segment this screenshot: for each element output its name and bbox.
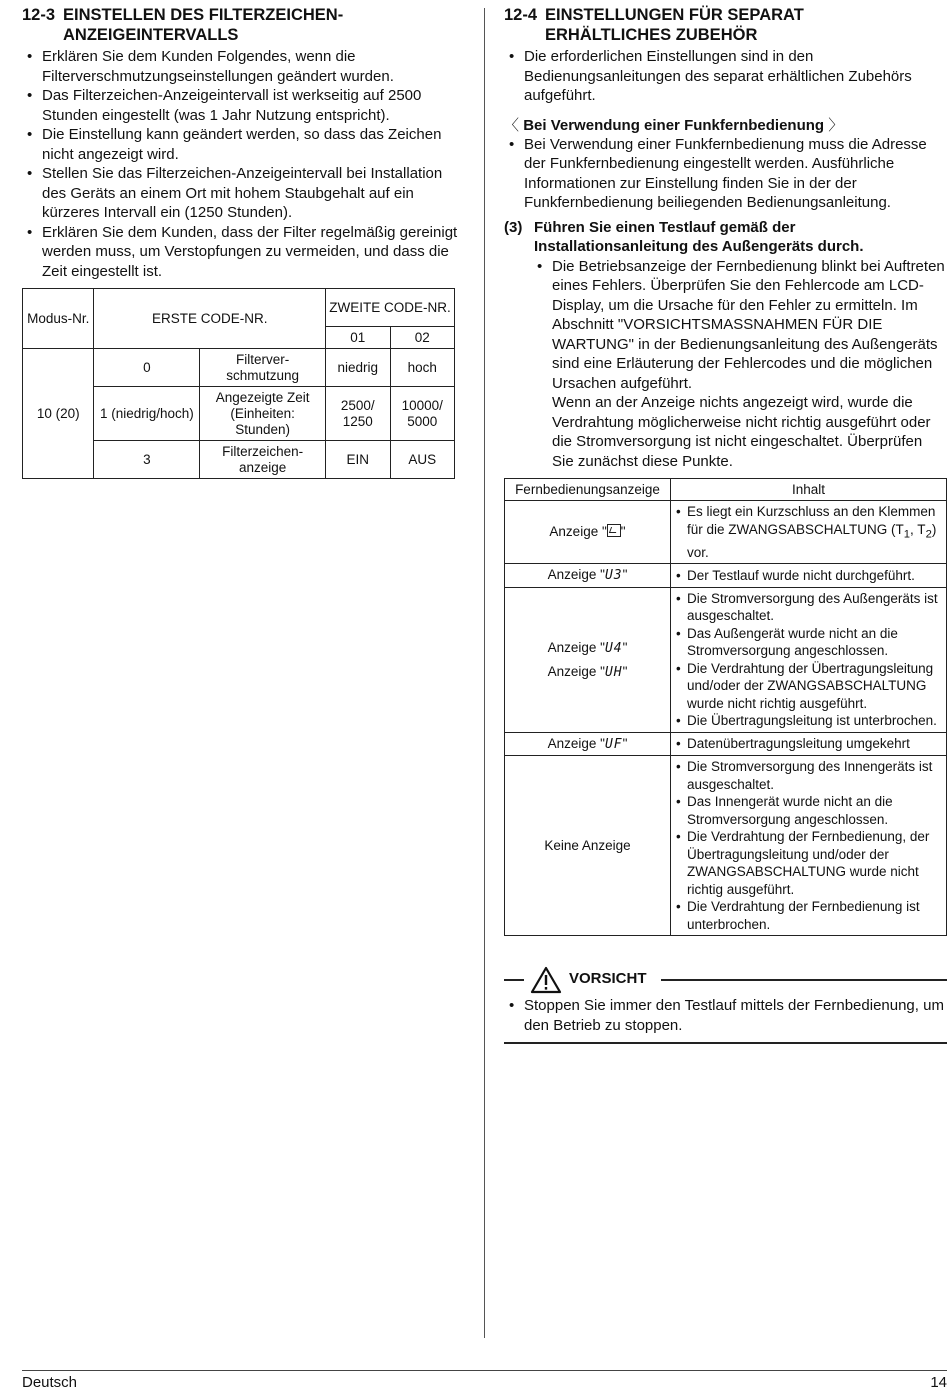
column-divider	[484, 8, 485, 1338]
cell-desc: Filterver-schmutzung	[200, 349, 326, 387]
display-suffix: "	[622, 639, 628, 655]
list-item: • Die erforderlichen Einstellungen sind in den Bedienungsanleitungen des separat erhältlichen Zubehörs aufgeführt.	[504, 47, 947, 106]
display-prefix: Anzeige "	[547, 735, 605, 751]
heading-line-2: ERHÄLTLICHES ZUBEHÖR	[545, 26, 758, 44]
wireless-remote-subheading	[504, 116, 947, 135]
cell-02: AUS	[390, 441, 455, 479]
bracket-open: 〈	[504, 116, 520, 134]
list-item: • Die Verdrahtung der Fernbedienung, der Übertragungsleitung und/oder der ZWANGSABSCHALTUNG wurde nicht richtig ausgeführt.	[675, 828, 942, 898]
header-01: 01	[326, 327, 390, 349]
section-heading-12-4	[504, 5, 947, 45]
header-display: Fernbedienungsanzeige	[505, 479, 671, 501]
cell-02: hoch	[390, 349, 455, 387]
list-item: • Bei Verwendung einer Funkfernbedienung muss die Adresse der Funkfernbedienung eingestellt werden. Ausführliche Informationen zur Einstellung finden Sie in der der Funkfernbedienung beiliegenden Bedienungsanleitung.	[504, 135, 947, 213]
list-item: • Erklären Sie dem Kunden, dass der Filter regelmäßig gereinigt werden muss, um Verstopfungen zu vermeiden, und dass die Zeit eingestellt ist.	[22, 223, 462, 282]
content-cell	[671, 587, 947, 732]
section-number: 12-3	[22, 6, 56, 24]
page-number: 14	[930, 1374, 947, 1391]
cell-desc: Filterzeichen-anzeige	[200, 441, 326, 479]
list-item: • Erklären Sie dem Kunden Folgendes, wenn die Filterverschmutzungseinstellungen geändert wurden.	[22, 47, 462, 86]
display-suffix: "	[622, 567, 628, 583]
cell-01: niedrig	[326, 349, 390, 387]
table-row	[505, 732, 947, 756]
table-row	[505, 756, 947, 936]
display-suffix: "	[622, 735, 628, 751]
step-label: (3)	[504, 218, 523, 236]
content-cell	[671, 756, 947, 936]
display-cell	[505, 732, 671, 756]
cell-code: 1 (niedrig/hoch)	[94, 387, 200, 441]
cell-code: 3	[94, 441, 200, 479]
caution-title: VORSICHT	[569, 970, 647, 988]
display-cell	[505, 587, 671, 732]
list-item: • Der Testlauf wurde nicht durchgeführt.	[675, 567, 942, 585]
caution-list	[504, 996, 947, 1035]
caution-end-rule	[504, 1042, 947, 1044]
error-code-uf: UF	[604, 736, 623, 752]
list-item: • Die Übertragungsleitung ist unterbrochen.	[675, 712, 942, 730]
content-cell	[671, 564, 947, 588]
list-item: • Die Stromversorgung des Innengeräts ist ausgeschaltet.	[675, 758, 942, 793]
content-cell	[671, 501, 947, 564]
list-item: • Die Verdrahtung der Fernbedienung ist unterbrochen.	[675, 898, 942, 933]
section-heading-12-3	[22, 5, 462, 45]
cell-code: 0	[94, 349, 200, 387]
step-3	[504, 218, 947, 472]
list-item: • Die Betriebsanzeige der Fernbedienung blinkt bei Auftreten eines Fehlers. Überprüfen Sie den Fehlercode am LCD-Display, um die Ursache für den Fehler zu ermitteln. Im Abschnitt "VORSICHTSMASSNAHMEN FÜR DIE WARTUNG" in der Bedienungsanleitung des Außengeräts sind eine Erläuterung der Fehlercodes und die möglichen Ursachen aufgeführt.	[532, 257, 947, 394]
bullet-list	[532, 257, 947, 394]
display-cell	[505, 501, 671, 564]
cell-01: EIN	[326, 441, 390, 479]
bullet-list	[504, 135, 947, 213]
section-number: 12-4	[504, 6, 538, 24]
list-item: • Es liegt ein Kurzschluss an den Klemmen für die ZWANGSABSCHALTUNG ($T_1$, $T_2$) vor.	[675, 503, 942, 561]
error-code-uh: UH	[604, 664, 623, 680]
list-item: • Stoppen Sie immer den Testlauf mittels der Fernbedienung, um den Betrieb zu stoppen.	[504, 996, 947, 1035]
header-first-code: ERSTE CODE-NR.	[94, 289, 326, 349]
filter-sign-settings-table	[22, 288, 455, 479]
list-item: • Die Verdrahtung der Übertragungsleitung und/oder der ZWANGSABSCHALTUNG wurde nicht richtig ausgeführt.	[675, 660, 942, 713]
rule-line	[661, 979, 947, 981]
forced-off-display-icon	[607, 524, 621, 537]
remote-display-table	[504, 478, 947, 936]
content-cell	[671, 732, 947, 756]
list-item: • Das Innengerät wurde nicht an die Stromversorgung angeschlossen.	[675, 793, 942, 828]
list-item: • Datenübertragungsleitung umgekehrt	[675, 735, 942, 753]
header-02: 02	[390, 327, 455, 349]
subheading-text: Bei Verwendung einer Funkfernbedienung	[523, 116, 825, 134]
list-item: • Das Außengerät wurde nicht an die Stromversorgung angeschlossen.	[675, 625, 942, 660]
mode-value: 10 (20)	[23, 349, 94, 479]
bullet-list	[504, 47, 947, 106]
header-second-code: ZWEITE CODE-NR.	[326, 289, 455, 327]
left-column	[22, 0, 462, 479]
list-item: • Die Stromversorgung des Außengeräts ist ausgeschaltet.	[675, 590, 942, 625]
display-prefix: Anzeige "	[547, 663, 605, 679]
table-row	[23, 349, 455, 387]
error-code-u4: U4	[604, 640, 623, 656]
footer-rule	[22, 1370, 947, 1371]
display-suffix: "	[620, 524, 626, 540]
table-row	[505, 564, 947, 588]
footer-language: Deutsch	[22, 1374, 78, 1391]
list-item: • Die Einstellung kann geändert werden, so dass das Zeichen nicht angezeigt wird.	[22, 125, 462, 164]
bracket-close: 〉	[828, 116, 844, 134]
header-content: Inhalt	[671, 479, 947, 501]
cell-desc: Angezeigte Zeit (Einheiten: Stunden)	[200, 387, 326, 441]
heading-line-2: ANZEIGEINTERVALLS	[63, 26, 239, 44]
header-mode: Modus-Nr.	[23, 289, 94, 349]
heading-line-1: EINSTELLUNGEN FÜR SEPARAT	[545, 6, 804, 24]
caution-header	[504, 966, 947, 994]
table-row	[505, 501, 947, 564]
step-paragraph: Wenn an der Anzeige nichts angezeigt wird, wurde die Verdrahtung möglicherweise nicht richtig ausgeführt oder die Stromversorgung ist nicht eingeschaltet. Überprüfen Sie zunächst diese Punkte.	[552, 394, 931, 470]
display-prefix: Anzeige "	[549, 524, 607, 540]
list-item: • Stellen Sie das Filterzeichen-Anzeigeintervall bei Installation des Geräts an einem Ort mit hohem Staubgehalt auf ein kürzeres Intervall ein (1250 Stunden).	[22, 164, 462, 223]
right-column	[504, 0, 947, 1044]
warning-icon	[530, 966, 562, 994]
rule-line	[504, 979, 524, 981]
bullet-list	[22, 47, 462, 281]
error-code-u3: U3	[604, 568, 623, 584]
cell-01: 2500/ 1250	[326, 387, 390, 441]
heading-line-1: EINSTELLEN DES FILTERZEICHEN-	[63, 6, 344, 24]
table-row	[505, 587, 947, 732]
display-prefix: Anzeige "	[547, 567, 605, 583]
display-prefix: Anzeige "	[547, 639, 605, 655]
cell-02: 10000/ 5000	[390, 387, 455, 441]
list-item: • Das Filterzeichen-Anzeigeintervall ist werkseitig auf 2500 Stunden eingestellt (was 1 Jahr Nutzung entspricht).	[22, 86, 462, 125]
step-title: Führen Sie einen Testlauf gemäß der Installationsanleitung des Außengeräts durch.	[534, 218, 864, 255]
display-suffix: "	[622, 663, 628, 679]
display-cell	[505, 564, 671, 588]
display-cell: Keine Anzeige	[505, 756, 671, 936]
